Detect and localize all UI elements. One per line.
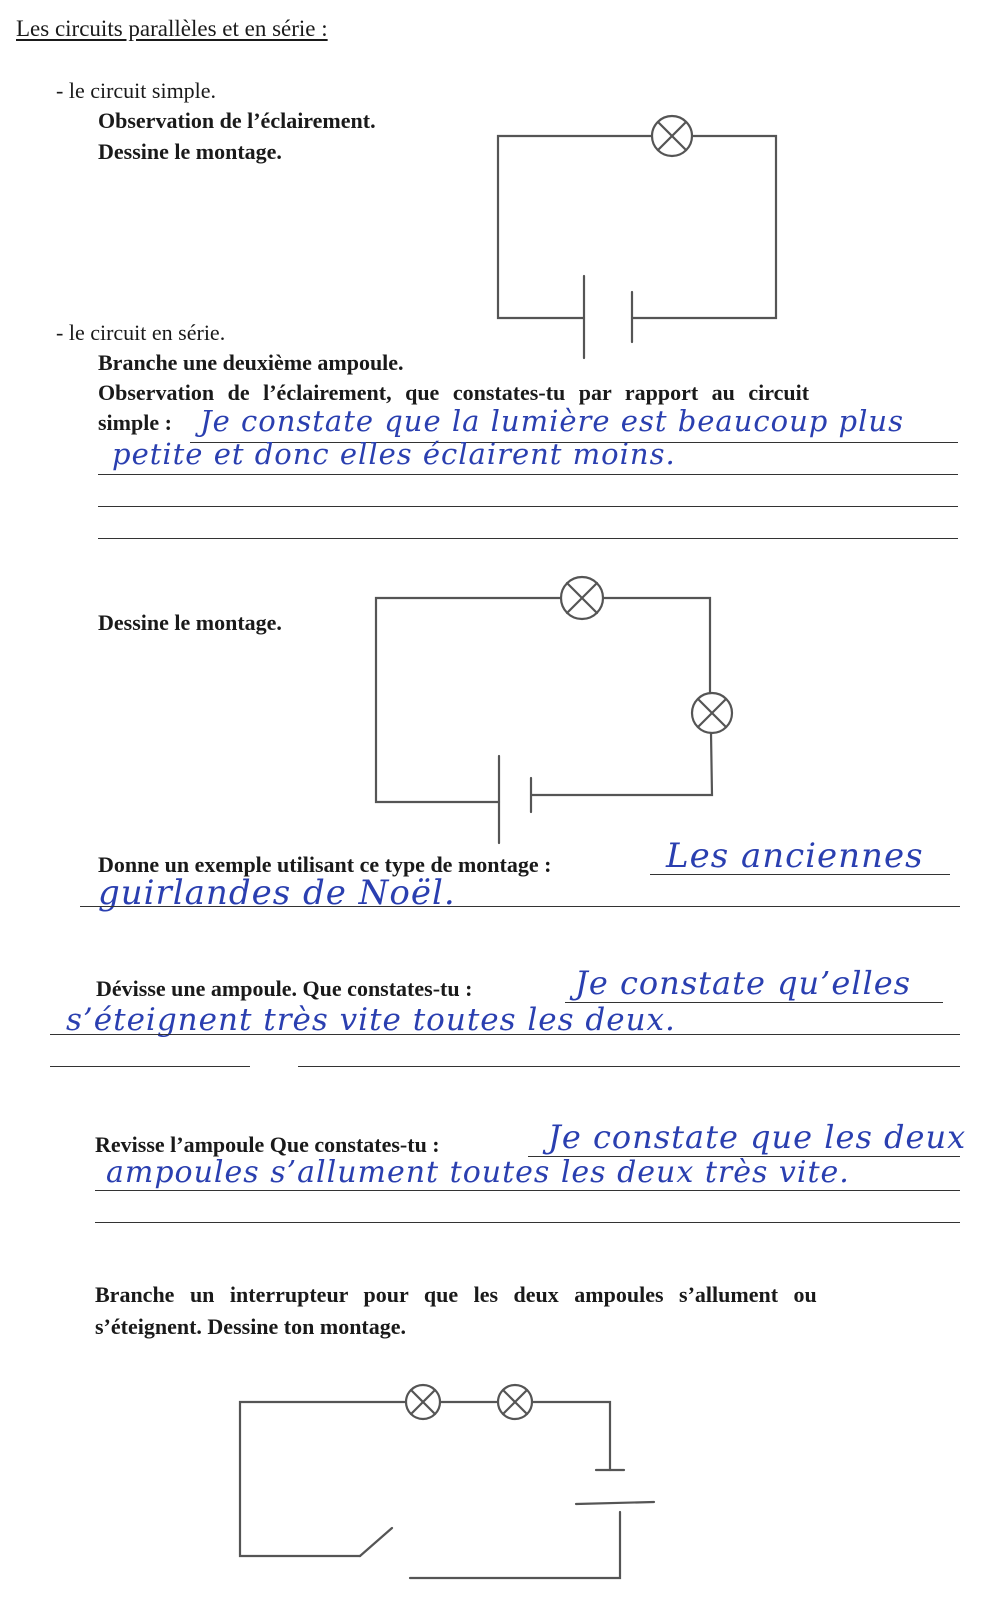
answer-example-line2: guirlandes de Noël. [98, 873, 456, 913]
answer-serie-line2: petite et donc elles éclairent moins. [112, 437, 676, 471]
lamp-icon [692, 693, 732, 733]
answer-example-line1: Les anciennes [666, 836, 924, 876]
answer-serie-line1: Je constate que la lumière est beaucoup plus [200, 404, 904, 438]
answer-devisse-line1: Je constate qu’elles [575, 964, 912, 1002]
serie-question-text: Observation de l’éclairement, que constates-tu par rapport au circuit [98, 380, 810, 405]
revisse-question: Revisse l’ampoule Que constates-tu : [95, 1132, 440, 1157]
section-heading-simple-text: - le circuit simple. [56, 78, 217, 103]
series-circuit-diagram [376, 577, 732, 843]
serie-question-text-end: simple : [98, 410, 172, 435]
answer-revisse-line1: Je constate que les deux [548, 1118, 967, 1156]
lamp-icon [498, 1385, 532, 1419]
simple-circuit-diagram [498, 116, 776, 358]
answer-revisse-line2: ampoules s’allument toutes les deux très vite. [106, 1155, 850, 1190]
battery-long-plate [576, 1502, 654, 1504]
lamp-icon [652, 116, 692, 156]
interrupteur-instruction-end: s’éteignent. Dessine ton montage. [95, 1314, 407, 1339]
example-question: Donne un exemple utilisant ce type de montage : [98, 852, 552, 877]
simple-draw-instruction: Dessine le montage. [98, 139, 282, 164]
serie-instruction-text: Branche une deuxième ampoule. [98, 350, 404, 375]
page-title: Les circuits parallèles et en série : [16, 16, 328, 41]
serie-draw-instruction: Dessine le montage. [98, 610, 282, 635]
lamp-icon [406, 1385, 440, 1419]
switch-circuit-diagram [240, 1385, 654, 1578]
devisse-question: Dévisse une ampoule. Que constates-tu : [96, 976, 473, 1001]
switch-lever [360, 1528, 392, 1556]
answer-devisse-line2: s’éteignent très vite toutes les deux. [66, 1002, 676, 1038]
simple-observation-text: Observation de l’éclairement. [98, 108, 376, 133]
section-heading-serie-text: - le circuit en série. [56, 320, 226, 345]
interrupteur-instruction: Branche un interrupteur pour que les deux ampoules s’allument ou [95, 1282, 817, 1307]
lamp-icon [561, 577, 603, 619]
